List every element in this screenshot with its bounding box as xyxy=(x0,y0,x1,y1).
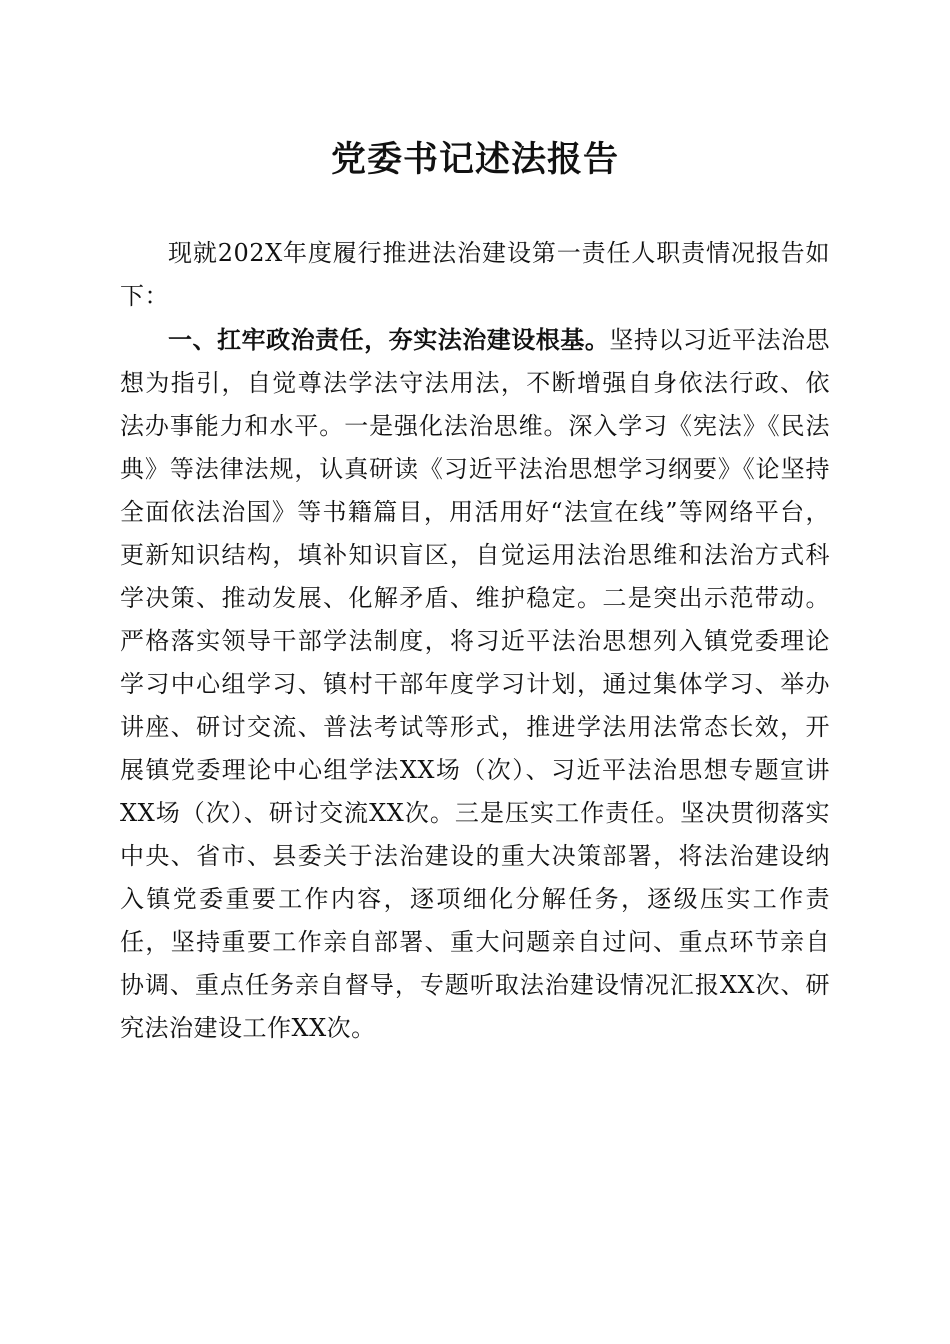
document-body xyxy=(120,232,830,1050)
section-paragraph xyxy=(120,318,830,1050)
intro-text: 现就202X年度履行推进法治建设第一责任人职责情况报告如下： xyxy=(120,239,830,310)
section-text: 坚持以习近平法治思想为指引，自觉尊法学法守法用法，不断增强自身依法行政、依法办事能力和水平。一是强化法治思维。深入学习《宪法》《民法典》等法律法规，认真研读《习近平法治思想学习纲要》《论坚持全面依法治国》等书籍篇目，用活用好“法宣在线”等网络平台，更新知识结构，填补知识盲区，自觉运用法治思维和法治方式科学决策、推动发展、化解矛盾、维护稳定。二是突出示范带动。严格落实领导干部学法制度，将习近平法治思想列入镇党委理论学习中心组学习、镇村干部年度学习计划，通过集体学习、举办讲座、研讨交流、普法考试等形式，推进学法用法常态长效，开展镇党委理论中心组学法XX场（次）、习近平法治思想专题宣讲XX场（次）、研讨交流XX次。三是压实工作责任。坚决贯彻落实中央、省市、县委关于法治建设的重大决策部署，将法治建设纳入镇党委重要工作内容，逐项细化分解任务，逐级压实工作责任，坚持重要工作亲自部署、重大问题亲自过问、重点环节亲自协调、重点任务亲自督导，专题听取法治建设情况汇报XX次、研究法治建设工作XX次。 xyxy=(120,326,831,1042)
intro-paragraph xyxy=(120,232,830,318)
document-title: 党委书记述法报告 xyxy=(330,139,619,180)
section-heading: 一、扛牢政治责任，夯实法治建设根基。 xyxy=(168,325,610,354)
